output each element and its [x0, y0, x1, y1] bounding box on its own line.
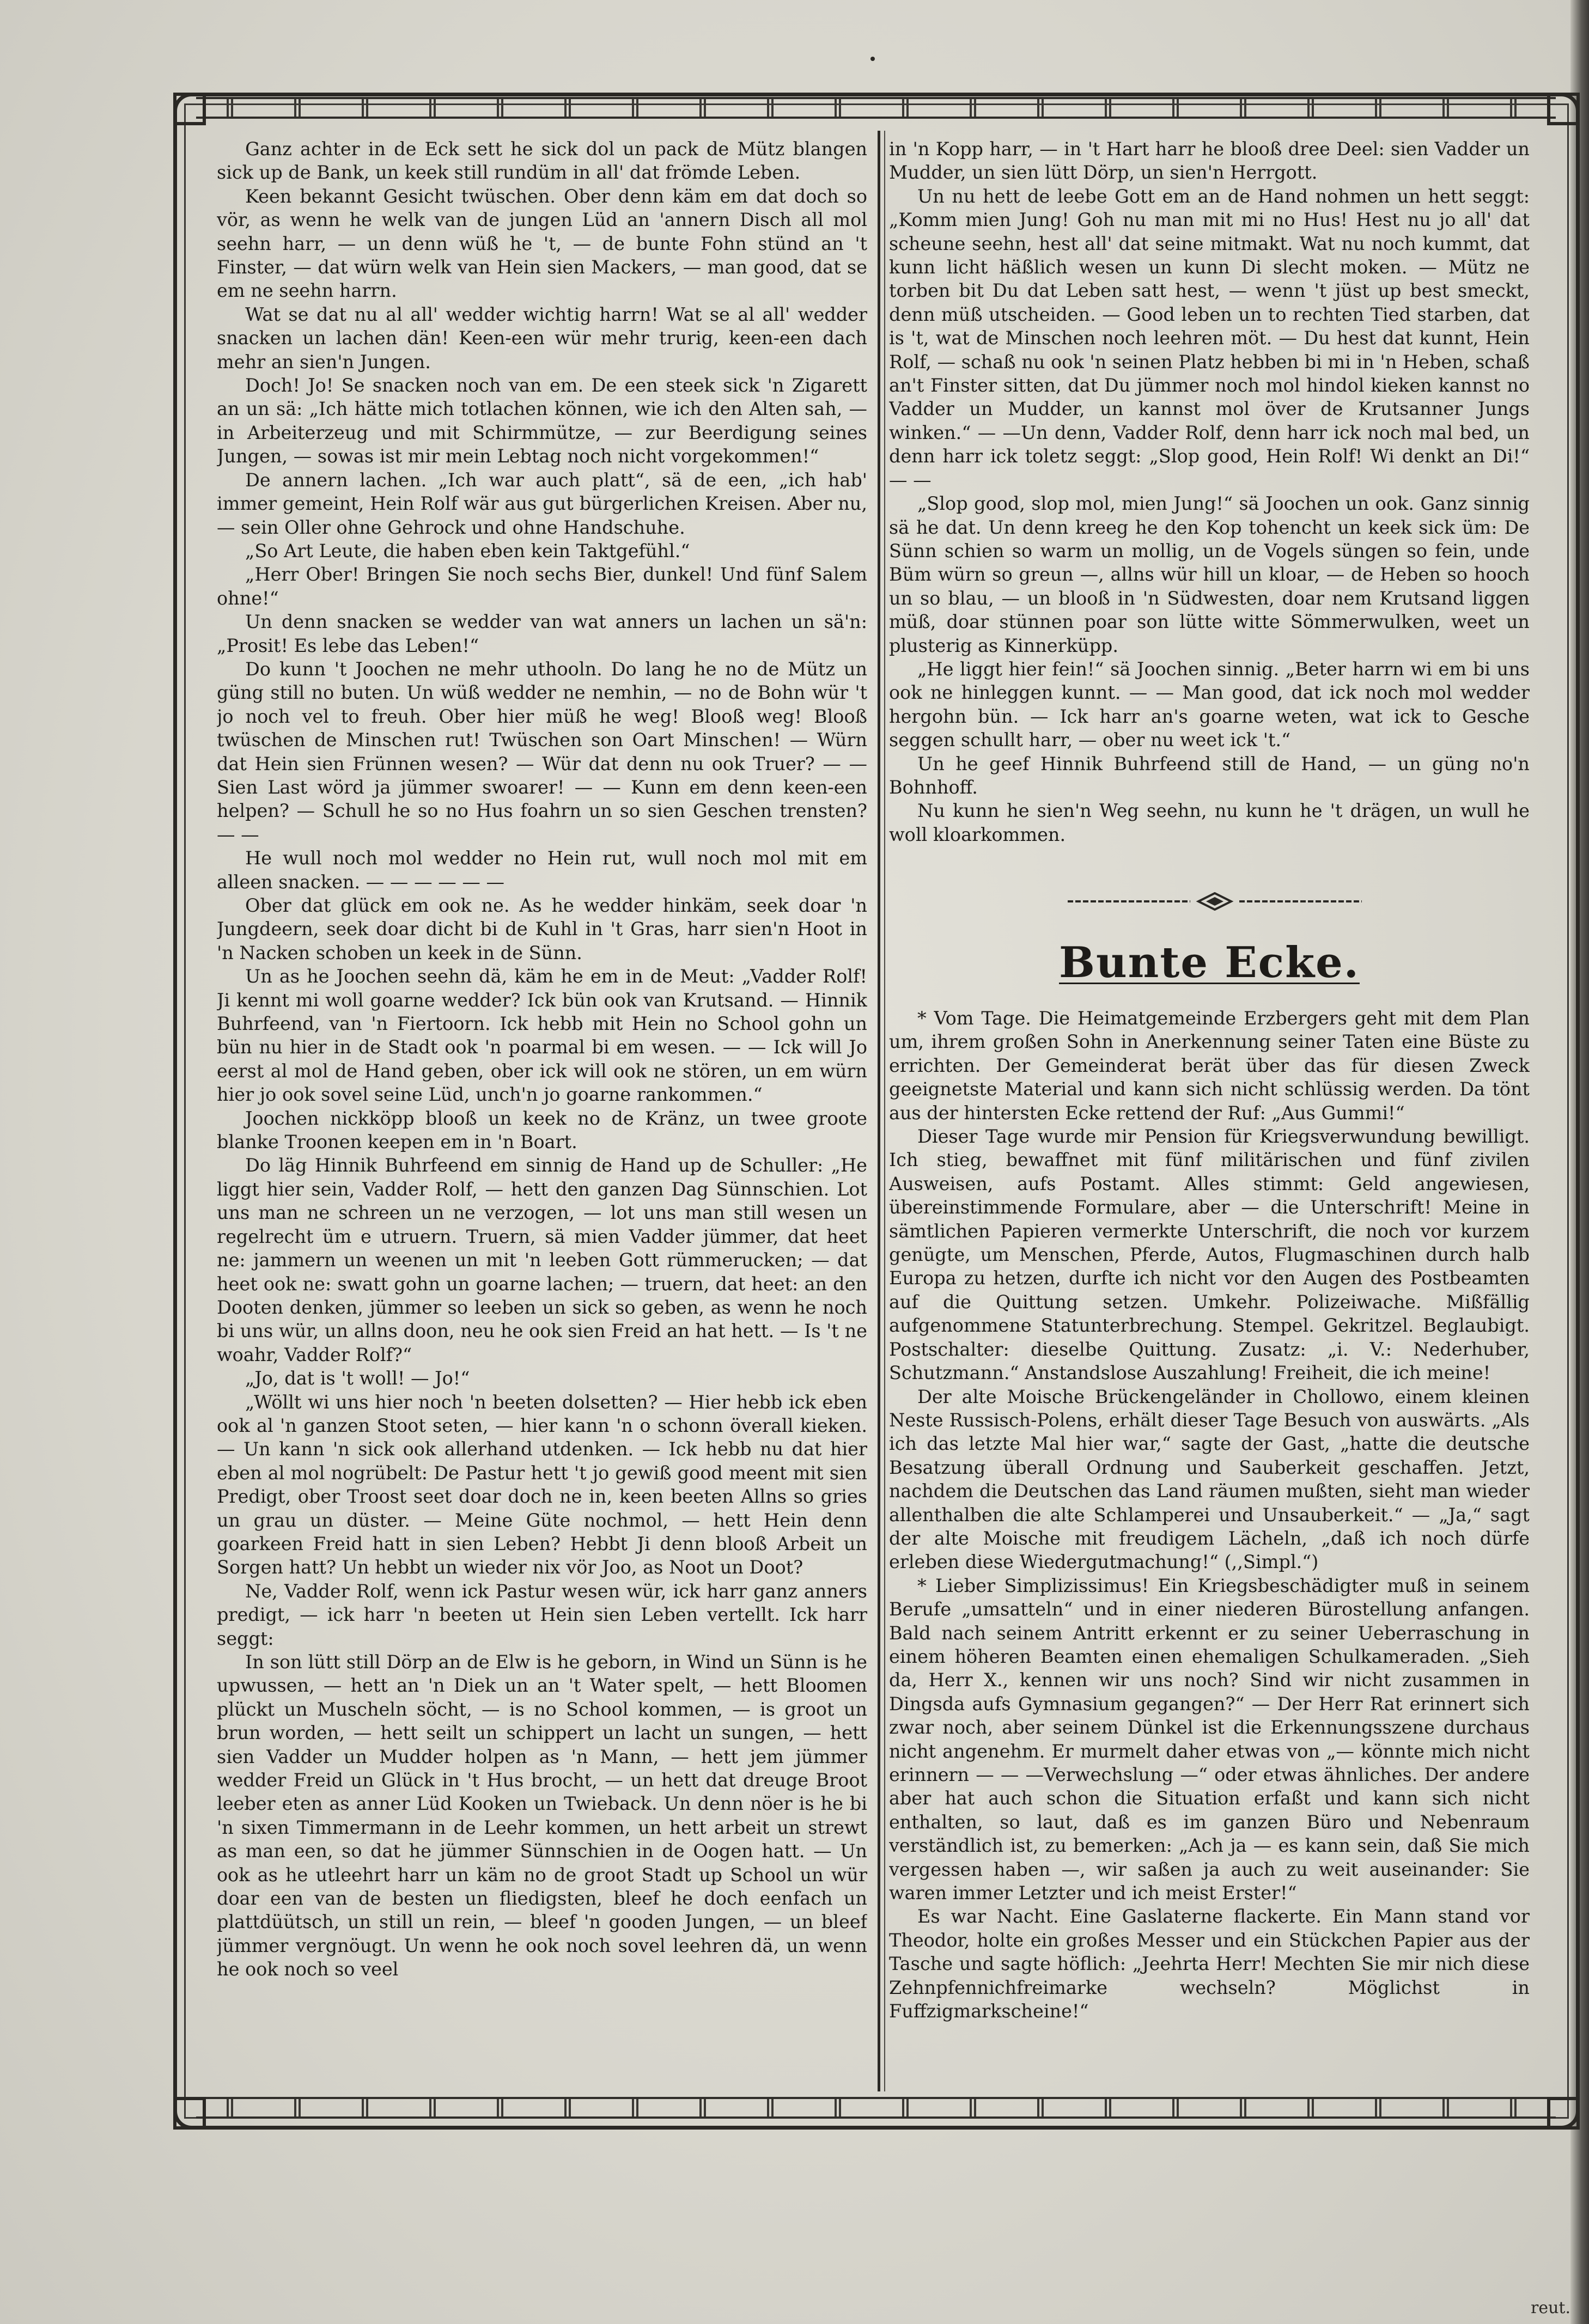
paragraph: In son lütt still Dörp an de Elw is he geborn, in Wind un Sünn is he upwussen, — hett an 'n Diek un an 't Water spelt, — hett Bloomen plückt un Muscheln söcht, — is no School kommen, — is groot un brun worden, — hett seilt un schippert un lacht un sungen, — hett sien Vadder un Mudder holpen as 'n Mann, — hett jem jümmer wedder Freid un Glück in 't Hus brocht, — un hett dat dreuge Broot leeber eten as anner Lüd Kooken un Twieback. Un denn nöer is he bi 'n sixen Timmermann in de Leehr kommen, un hett arbeit un strewt as man een, so dat he jümmer Sünnschien in de Oogen hatt. — Un ook as he utleehrt harr un käm no de groot Stadt up School un wür doar een van de besten un fliedigsten, bleef he doch eenfach un plattdüütsch, un still un rein, — bleef 'n gooden Jungen, — un bleef jümmer vergnöugt. Un wenn he ook noch sovel leehren dä, un wenn he ook noch so veel: [217, 1651, 867, 1980]
ornamental-band-top: [196, 97, 1556, 119]
paragraph: Dieser Tage wurde mir Pension für Kriegsverwundung bewilligt. Ich stieg, bewaffnet mit fünf militärischen und fünf zivilen Ausweisen, aufs Postamt. Alles stimmt: Geld angewiesen, übereinstimmende Formulare, aber — die Unterschrift! Meine in sämtlichen Papieren vermerkte Unterschrift, die noch vor kurzem genügte, um Menschen, Pferde, Autos, Flugmaschinen durch halb Europa zu hetzen, durfte ich nicht vor den Augen des Postbeamten auf die Quittung setzen. Umkehr. Polizeiwache. Mißfällig aufgenommene Statunterbrechung. Stempel. Gekritzel. Beglaubigt. Postschalter: dieselbe Quittung. Zusatz: „i. V.: Nederhuber, Schutzmann.“ Anstandslose Auszahlung! Freiheit, die ich meine!: [889, 1126, 1530, 1384]
paragraph: Doch! Jo! Se snacken noch van em. De een steek sick 'n Zigarett an un sä: „Ich hätte mich totlachen können, wie ich den Alten sah, — in Arbeiterzeug und mit Schirmmütze, — zur Beerdigung seines Jungen, — sowas ist mir mein Lebtag noch nicht vorgekommen!“: [217, 375, 867, 467]
paragraph: Un he geef Hinnik Buhrfeend still de Hand, — un güng no'n Bohnhoff.: [889, 753, 1530, 798]
right-column-anecdotes: [889, 1007, 1530, 2090]
paragraph: Joochen nickköpp blooß un keek no de Kränz, un twee groote blanke Troonen keepen em in 'n Boart.: [217, 1107, 867, 1153]
paragraph: Do läg Hinnik Buhrfeend em sinnig de Hand up de Schuller: „He liggt hier sein, Vadder Rolf, — hett den ganzen Dag Sünnschien. Lot uns man ne schreen un ne verzogen, — lot uns man still wesen un regelrecht üm e utruern. Truern, sä mien Vadder jümmer, dat heet ne: jammern un weenen un mit 'n leeben Gott rümmerucken; — dat heet ook ne: swatt gohn un goarne lachen; — truern, dat heet: an den Dooten denken, jümmer so leeben un sick so geben, as wenn he noch bi uns wür, un allns doon, neu he ook sien Freid an hat hett. — Is 't ne woahr, Vadder Rolf?“: [217, 1155, 867, 1365]
corner-text-fragment: reut.: [1530, 2298, 1570, 2317]
section-title: Bunte Ecke.: [1059, 938, 1360, 987]
paragraph: „So Art Leute, die haben eben kein Taktgefühl.“: [245, 540, 690, 562]
paragraph: He wull noch mol wedder no Hein rut, wull noch mol mit em alleen snacken. — — — — — —: [217, 847, 867, 893]
paragraph: Ganz achter in de Eck sett he sick dol un pack de Mütz blangen sick up de Bank, un keek still rundüm in all' dat frömde Leben.: [217, 138, 867, 184]
frame-corner-bottom-right: [1547, 2097, 1580, 2130]
paragraph: Do kunn 't Joochen ne mehr uthooln. Do lang he no de Mütz un güng still no buten. Un wüß wedder ne nemhin, — no de Bohn wür 't jo noch vel to freuh. Ober hier müß he weg! Blooß weg! Blooß twüschen de Minschen rut! Twüschen son Oart Minschen! — Würn dat Hein sien Frünnen wesen? — Wür dat denn nu ook Truer? — — Sien Last wörd ja jümmer swoarer! — — Kunn em denn keen-een helpen? — Schull he so no Hus foahrn un so sien Geschen trensten? — —: [217, 658, 867, 845]
paragraph: „Jo, dat is 't woll! — Jo!“: [245, 1368, 470, 1389]
frame-corner-top-right: [1547, 93, 1580, 125]
column-rule-thin: [884, 131, 885, 2091]
ornamental-band-bottom: [196, 2097, 1556, 2119]
column-rule: [878, 131, 880, 2091]
right-column-story-text: [889, 137, 1530, 867]
paragraph: De annern lachen. „Ich war auch platt“, sä de een, „ich hab' immer gemeint, Hein Rolf wär aus gut bürgerlichen Kreisen. Aber nu, — sein Oller ohne Gehrock und ohne Handschuhe.: [217, 469, 867, 538]
left-column-text: [217, 137, 867, 2087]
paragraph: Ne, Vadder Rolf, wenn ick Pastur wesen wür, ick harr ganz anners predigt, — ick harr 'n beeten ut Hein sien Leben vertellt. Ick harr seggt:: [217, 1580, 867, 1649]
paragraph: * Vom Tage. Die Heimatgemeinde Erzbergers geht mit dem Plan um, ihrem großen Sohn in Anerkennung seiner Taten eine Büste zu errichten. Der Gemeinderat berät über das für diesen Zweck geeignetste Material und kann sich nicht schlüssig werden. Da tönt aus der hintersten Ecke rettend der Ruf: „Aus Gummi!“: [889, 1008, 1530, 1124]
paragraph: Un nu hett de leebe Gott em an de Hand nohmen un hett seggt: „Komm mien Jung! Goh nu man mit mi no Hus! Hest nu jo all' dat scheune seehn, hest all' dat seine mitmakt. Wat nu noch kummt, dat kunn licht häßlich wesen un kunn Di slecht moken. — Mütz ne torben bit Du dat Leben satt hest, — wenn 't jüst up best smeckt, denn müß utscheiden. — Good leben un to rechten Tied starben, dat is 't, wat de Minschen noch leehren möt. — Du hest dat kunnt, Hein Rolf, — schaß nu ook 'n seinen Platz hebben bi mi in 'n Heben, schaß an't Finster sitten, dat Du jümmer noch mol hindol kieken kannst no Vadder un Mudder, un kannst mol över de Krutsanner Jungs winken.“ — —Un denn, Vadder Rolf, denn harr ick noch mal bed, un denn harr ick toletz seggt: „Slop good, Hein Rolf! Wi denkt an Di!“ — —: [889, 185, 1530, 491]
paragraph: „He liggt hier fein!“ sä Joochen sinnig. „Beter harrn wi em bi uns ook ne hinleggen kunnt. — — Man good, dat ick noch mol wedder hergohn bün. — Ick harr an's goarne weten, wat ick to Gesche seggen schullt harr, — ober nu weet ick 't.“: [889, 658, 1530, 751]
paragraph: Un as he Joochen seehn dä, käm he em in de Meut: „Vadder Rolf! Ji kennt mi woll goarne wedder? Ick bün ook van Krutsand. — Hinnik Buhrfeend, van 'n Fiertoorn. Ick hebb mit Hein no School gohn un bün nu hier in de Stadt ook 'n poarmal bi em wesen. — — Ick will Jo eerst al mol de Hand geben, ober ick will ook ne stören, un em würn hier jo ook sovel seine Lüd, unch'n jo goarne rankommen.“: [217, 966, 867, 1106]
paragraph: Der alte Moische Brückengeländer in Chollowo, einem kleinen Neste Russisch-Polens, erhält dieser Tage Besuch von auswärts. „Als ich das letzte Mal hier war,“ sagte der Gast, „hatte die deutsche Besatzung überall Ordnung und Sauberkeit geschaffen. Jetzt, nachdem die Deutschen das Land räumen mußten, sieht man wieder allenthalben die alte Schlamperei und Unsauberkeit.“ — „Ja,“ sagt der alte Moische mit freudigem Lächeln, „daß ich noch dürfe erleben diese Wiedergutmachung!“ (,,Simpl.“): [889, 1386, 1530, 1573]
paragraph: * Lieber Simplizissimus! Ein Kriegsbeschädigter muß in seinem Berufe „umsatteln“ und in einer niederen Bürostellung anfangen. Bald nach seinem Antritt erkennt er zu seiner Ueberraschung in einem höheren Beamten einen ehemaligen Schulkameraden. „Sieh da, Herr X., kennen wir uns noch? Sind wir nicht zusammen in Dingsda aufs Gymnasium gegangen?“ — Der Herr Rat erinnert sich zwar noch, aber seinem Dünkel ist die Erkennungsszene durchaus nicht angenehm. Er murmelt daher etwas von „— könnte mich nicht erinnern — — —Verwechslung —“ oder etwas ähnliches. Der andere aber hat auch schon die Situation erfaßt und kann sich nicht enthalten, so laut, daß es im ganzen Büro und Nebenraum verständlich ist, zu bemerken: „Ach ja — es kann sein, daß Sie mich vergessen haben —, wir saßen ja auch zu weit auseinander: Sie waren immer Letzter und ich meist Erster!“: [889, 1575, 1530, 1904]
paragraph: in 'n Kopp harr, — in 't Hart harr he blooß dree Deel: sien Vadder un Mudder, un sien lütt Dörp, un sien'n Herrgott.: [889, 138, 1530, 184]
frame-corner-top-left: [173, 93, 206, 125]
print-dot: [870, 57, 875, 61]
paragraph: Nu kunn he sien'n Weg seehn, nu kunn he 't drägen, un wull he woll kloarkommen.: [889, 800, 1530, 845]
paragraph: Es war Nacht. Eine Gaslaterne flackerte. Ein Mann stand vor Theodor, holte ein großes Messer und ein Stückchen Papier aus der Tasche und sagte höflich: „Jeehrta Herr! Mechten Sie mir nich diese Zehnpfennichfreimarke wechseln? Möglichst in Fuffzigmarkscheine!“: [889, 1906, 1530, 2022]
paragraph: „Wöllt wi uns hier noch 'n beeten dolsetten? — Hier hebb ick eben ook al 'n ganzen Stoot seten, — hier kann 'n o schonn överall kieken. — Un kann 'n sick ook allerhand utdenken. — Ick hebb nu dat hier eben al mol nogrübelt: De Pastur hett 't jo gewiß good meent mit sien Predigt, ober Troost seet doar doch ne in, keen beeten Allns so gries un grau un düster. — Meine Güte nochmol, — hett Hein denn goarkeen Freid hatt in sien Leben? Hebbt Ji denn blooß Arbeit un Sorgen hatt? Un hebbt un wieder nix vör Joo, as Noot un Doot?: [217, 1391, 867, 1578]
frame-corner-bottom-left: [173, 2097, 206, 2130]
paragraph: Un denn snacken se wedder van wat anners un lachen un sä'n: „Prosit! Es lebe das Leben!“: [217, 611, 867, 656]
paragraph: Ober dat glück em ook ne. As he wedder hinkäm, seek doar 'n Jungdeern, seek doar dicht bi de Kuhl in 't Gras, harr sien'n Hoot in 'n Nacken schoben un keek in de Sünn.: [217, 895, 867, 963]
paragraph: Keen bekannt Gesicht twüschen. Ober denn käm em dat doch so vör, as wenn he welk van de jungen Lüd an 'annern Disch all mol seehn harr, — un denn wüß he 't, — de bunte Fohn stünd an 't Finster, — dat würn welk van Hein sien Mackers, — man good, dat se em ne seehn harrn.: [217, 185, 867, 302]
paragraph: Wat se dat nu al all' wedder wichtig harrn! Wat se al all' wedder snacken un lachen dän! Keen-een wür mehr trurig, keen-een dach mehr an sien'n Jungen.: [217, 303, 867, 373]
paragraph: „Herr Ober! Bringen Sie noch sechs Bier, dunkel! Und fünf Salem ohne!“: [217, 564, 867, 609]
ornamental-divider: [1068, 892, 1362, 911]
paragraph: „Slop good, slop mol, mien Jung!“ sä Joochen un ook. Ganz sinnig sä he dat. Un denn kreeg he den Kop tohencht un keek sick üm: De Sünn schien so warm un mollig, un de Vogels süngen so fein, unde Büm würn so greun —, allns wür hill un kloar, — de Heben so hooch un so blau, — un blooß in 'n Südwesten, doar nem Krutsand liggen müß, doar stünnen poar son lütte witte Sömmerwulken, weet un plusterig as Kinnerküpp.: [889, 493, 1530, 656]
